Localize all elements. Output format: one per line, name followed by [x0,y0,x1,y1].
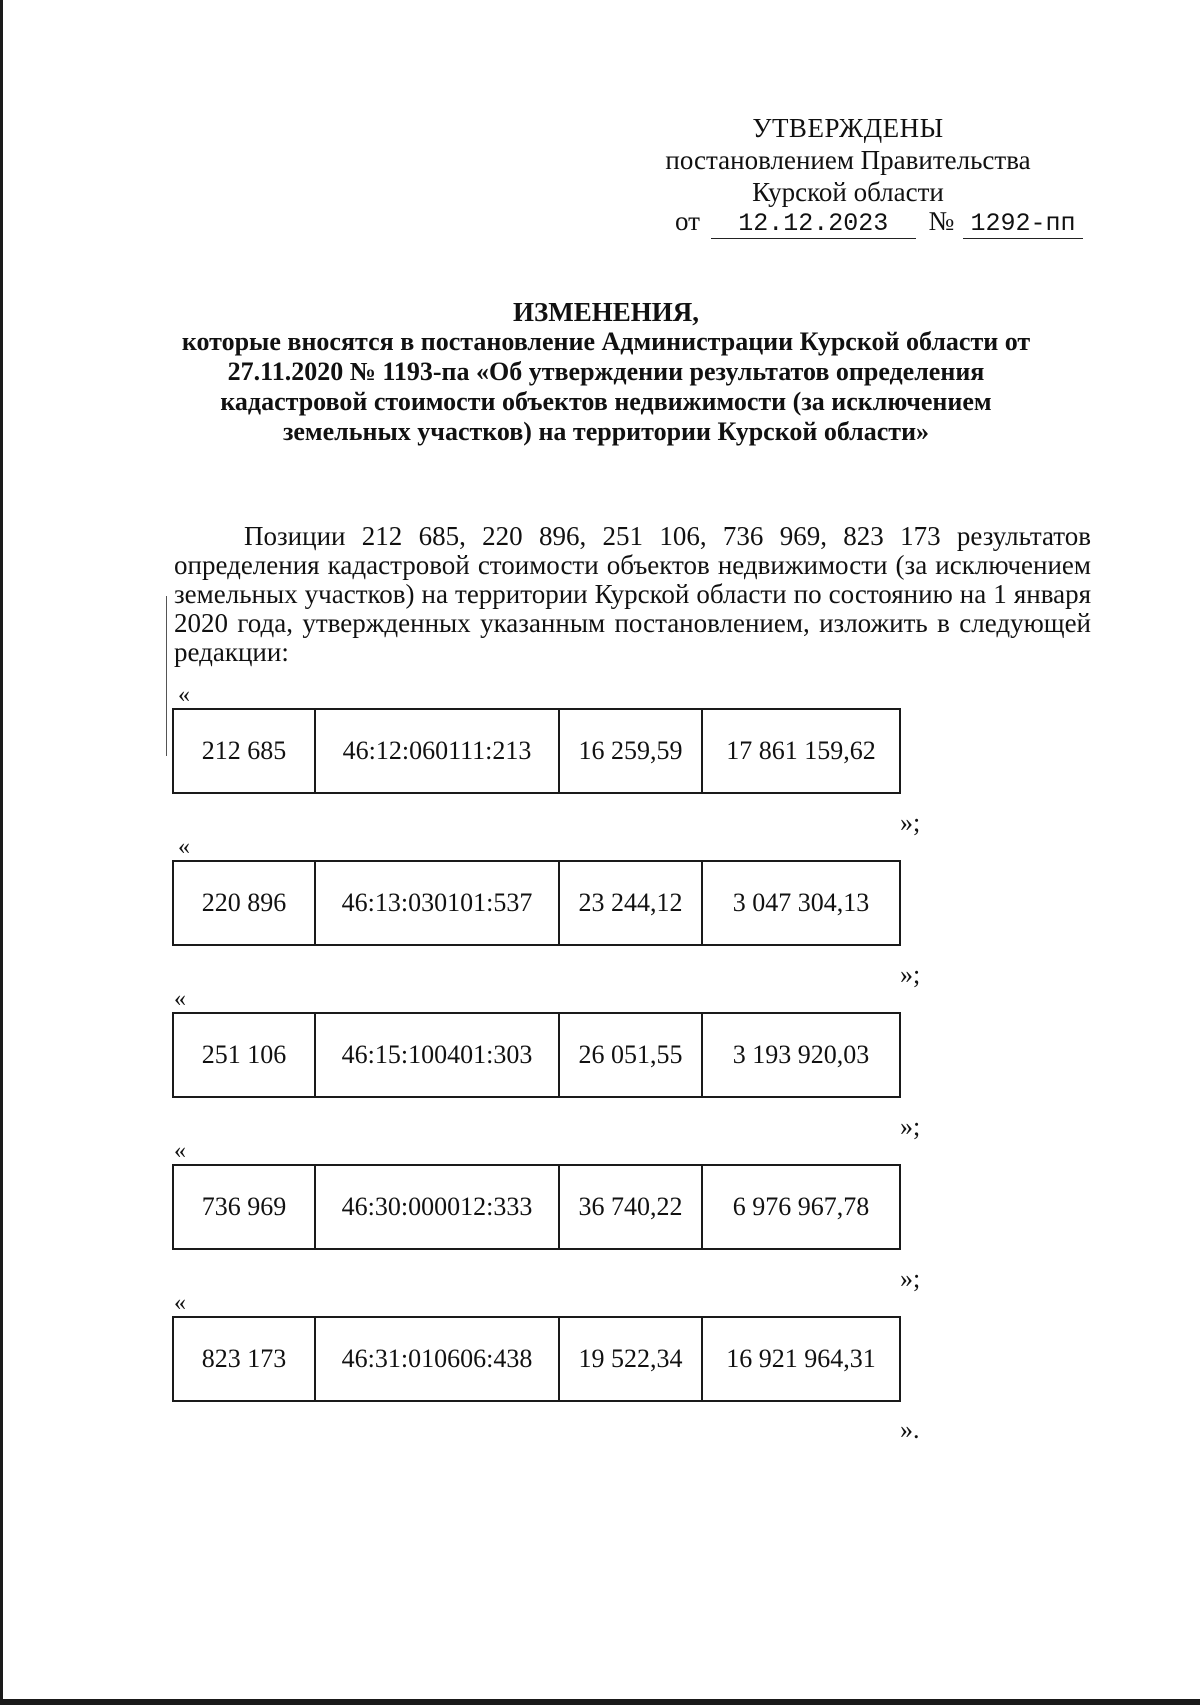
cell-unit-value: 26 051,55 [559,1013,702,1097]
cell-cadastral-number: 46:12:060111:213 [315,709,559,793]
cell-unit-value: 23 244,12 [559,861,702,945]
approval-date-number [675,206,1083,239]
cell-cadastral-value: 6 976 967,78 [702,1165,900,1249]
cell-position: 220 896 [173,861,315,945]
scan-edge-left [0,0,3,1705]
approval-line-1: постановлением Правительства [665,145,1031,175]
approval-number: 1292-пп [963,209,1083,239]
approval-line-2: Курской области [752,177,944,207]
cell-position: 823 173 [173,1317,315,1401]
table-row [172,708,901,794]
close-quote: »; [900,960,921,989]
heading-line-1: которые вносятся в постановление Администрации Курской области от [181,327,1031,356]
open-quote: « [174,986,186,1012]
close-quote: »; [900,1112,921,1141]
close-quote-final: ». [900,1415,920,1444]
approval-date: 12.12.2023 [711,209,916,239]
cell-cadastral-value: 3 047 304,13 [702,861,900,945]
cell-cadastral-number: 46:31:010606:438 [315,1317,559,1401]
scan-edge-bottom [0,1699,1200,1705]
cell-position: 212 685 [173,709,315,793]
document-heading [150,297,1062,447]
table-row [172,1164,901,1250]
cell-cadastral-value: 16 921 964,31 [702,1317,900,1401]
table-row [172,1316,901,1402]
table-row [172,1012,901,1098]
cell-cadastral-number: 46:15:100401:303 [315,1013,559,1097]
approval-title: УТВЕРЖДЕНЫ [752,113,944,143]
cell-position: 251 106 [173,1013,315,1097]
approval-block [638,112,1058,208]
close-quote: »; [900,1264,921,1293]
open-quote: « [174,1290,186,1316]
cell-cadastral-value: 3 193 920,03 [702,1013,900,1097]
cell-position: 736 969 [173,1165,315,1249]
heading-line-3: кадастровой стоимости объектов недвижимости (за исключением [220,387,992,416]
margin-mark [166,596,167,756]
cell-cadastral-number: 46:30:000012:333 [315,1165,559,1249]
cell-unit-value: 16 259,59 [559,709,702,793]
heading-line-2: 27.11.2020 № 1193-па «Об утверждении результатов определения [227,357,985,386]
cell-unit-value: 36 740,22 [559,1165,702,1249]
heading-line-4: земельных участков) на территории Курской области» [282,417,930,446]
table-row [172,860,901,946]
cell-unit-value: 19 522,34 [559,1317,702,1401]
heading-title: ИЗМЕНЕНИЯ, [512,297,699,327]
open-quote: « [174,1138,186,1164]
open-quote: « [178,834,190,860]
from-label: от [675,206,700,236]
close-quote: »; [900,808,921,837]
open-quote: « [178,682,190,708]
cell-cadastral-value: 17 861 159,62 [702,709,900,793]
cell-cadastral-number: 46:13:030101:537 [315,861,559,945]
body-paragraph: Позиции 212 685, 220 896, 251 106, 736 969, 823 173 результатов определения кадастровой стоимости объектов недвижимости (за исключением земельных участков) на территории Курской области по состоянию на 1 января 2020 года, утвержденных указанным постановлением, изложить в следующей редакции: [174,521,1091,667]
number-label: № [928,206,955,236]
